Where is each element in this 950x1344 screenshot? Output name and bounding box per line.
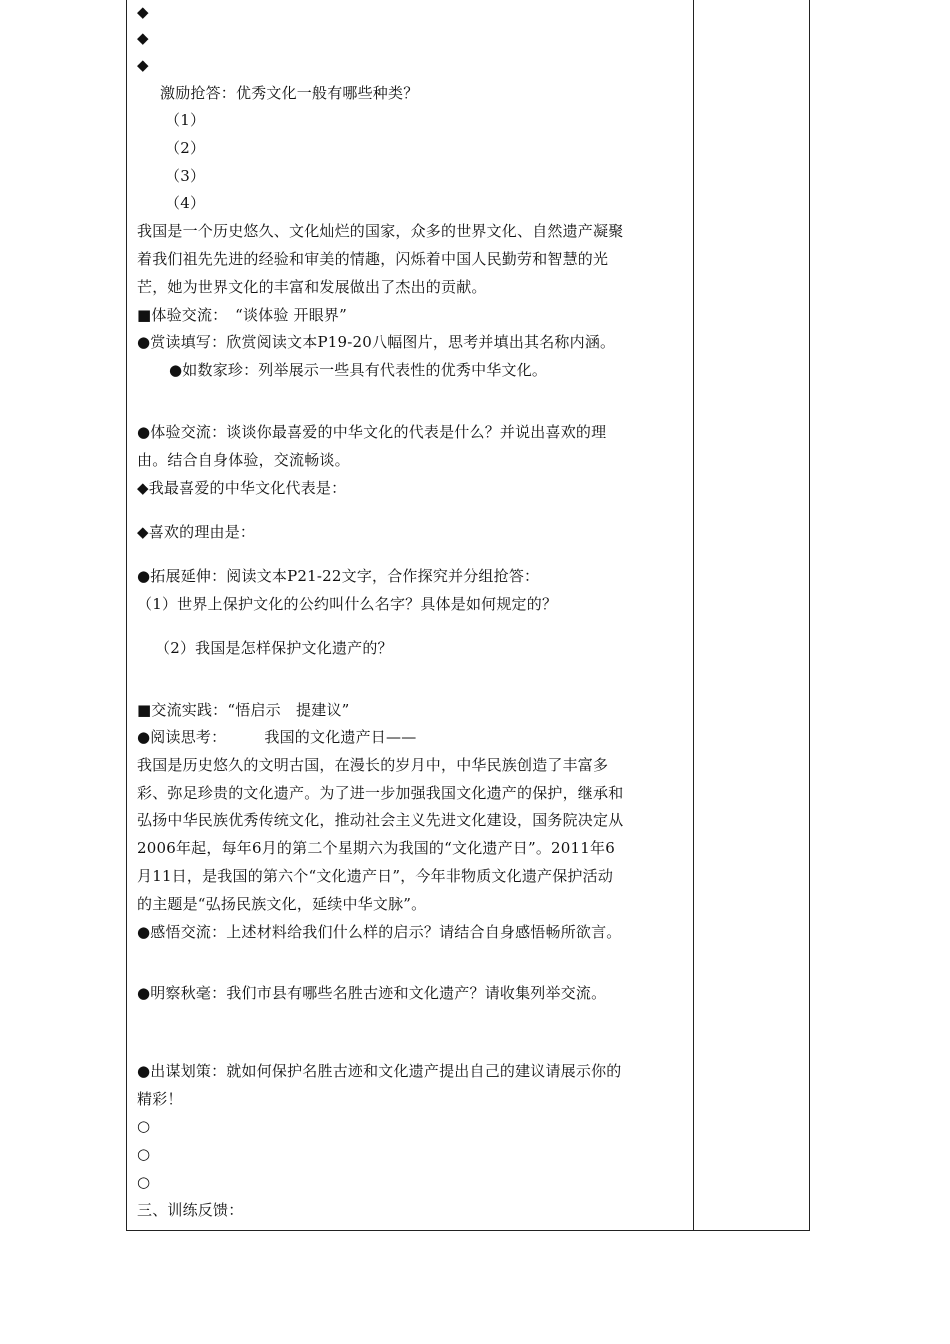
paragraph-line: 我国是历史悠久的文明古国，在漫长的岁月中，中华民族创造了丰富多 [137,756,609,774]
answer-item-3: （3） [165,167,206,185]
paragraph-line: 弘扬中华民族优秀传统文化，推动社会主义先进文化建设，国务院决定从 [137,811,624,829]
paragraph-line: 芒，她为世界文化的丰富和发展做出了杰出的贡献。 [137,278,487,296]
activity-item: ●体验交流：谈谈你最喜爱的中华文化的代表是什么？并说出喜欢的理 [137,423,607,441]
activity-item-continued: 由。结合自身体验，交流畅谈。 [137,451,350,469]
question-item: （2）我国是怎样保护文化遗产的？ [155,639,393,657]
circle-bullet-3: ○ [137,1173,151,1191]
paragraph-line: 我国是一个历史悠久、文化灿烂的国家，众多的世界文化、自然遗产凝聚 [137,222,624,240]
activity-item: ●阅读思考： 我国的文化遗产日—— [137,728,417,746]
answer-item-1: （1） [165,111,206,129]
activity-item: ●拓展延伸：阅读文本P21-22文字，合作探究并分组抢答： [137,567,540,585]
question-prompt: 激励抢答：优秀文化一般有哪些种类？ [160,84,419,102]
circle-bullet-1: ○ [137,1117,151,1135]
activity-item: ●赏读填写：欣赏阅读文本P19-20八幅图片，思考并填出其名称内涵。 [137,333,616,351]
activity-item: ●如数家珍：列举展示一些具有代表性的优秀中华文化。 [169,361,548,379]
activity-item: ●明察秋毫：我们市县有哪些名胜古迹和文化遗产？请收集列举交流。 [137,984,607,1002]
column-divider [693,0,694,1230]
paragraph-line: 月11日，是我国的第六个“文化遗产日”，今年非物质文化遗产保护活动 [137,867,614,885]
section-heading: ■体验交流： “谈体验 开眼界” [137,306,347,324]
answer-item-4: （4） [165,194,206,212]
bullet-diamond-3: ◆ [137,56,149,74]
bullet-diamond-1: ◆ [137,3,149,21]
bullet-diamond-2: ◆ [137,29,149,47]
fill-in-prompt: ◆我最喜爱的中华文化代表是： [137,479,347,497]
circle-bullet-2: ○ [137,1145,151,1163]
activity-item-continued: 精彩！ [137,1090,183,1108]
activity-item: ●感悟交流：上述材料给我们什么样的启示？请结合自身感悟畅所欲言。 [137,923,622,941]
paragraph-line: 2006年起，每年6月的第二个星期六为我国的“文化遗产日”。2011年6 [137,839,615,857]
section-heading: ■交流实践：“悟启示 提建议” [137,701,350,719]
question-item: （1）世界上保护文化的公约叫什么名字？具体是如何规定的？ [137,595,558,613]
paragraph-line: 着我们祖先先进的经验和审美的情趣，闪烁着中国人民勤劳和智慧的光 [137,250,609,268]
paragraph-line: 彩、弥足珍贵的文化遗产。为了进一步加强我国文化遗产的保护，继承和 [137,784,624,802]
section-heading: 三、训练反馈： [137,1201,244,1219]
lesson-table [126,0,810,1231]
fill-in-prompt: ◆喜欢的理由是： [137,523,256,541]
answer-item-2: （2） [165,139,206,157]
paragraph-line: 的主题是“弘扬民族文化，延续中华文脉”。 [137,895,427,913]
activity-item: ●出谋划策：就如何保护名胜古迹和文化遗产提出自己的建议请展示你的 [137,1062,622,1080]
